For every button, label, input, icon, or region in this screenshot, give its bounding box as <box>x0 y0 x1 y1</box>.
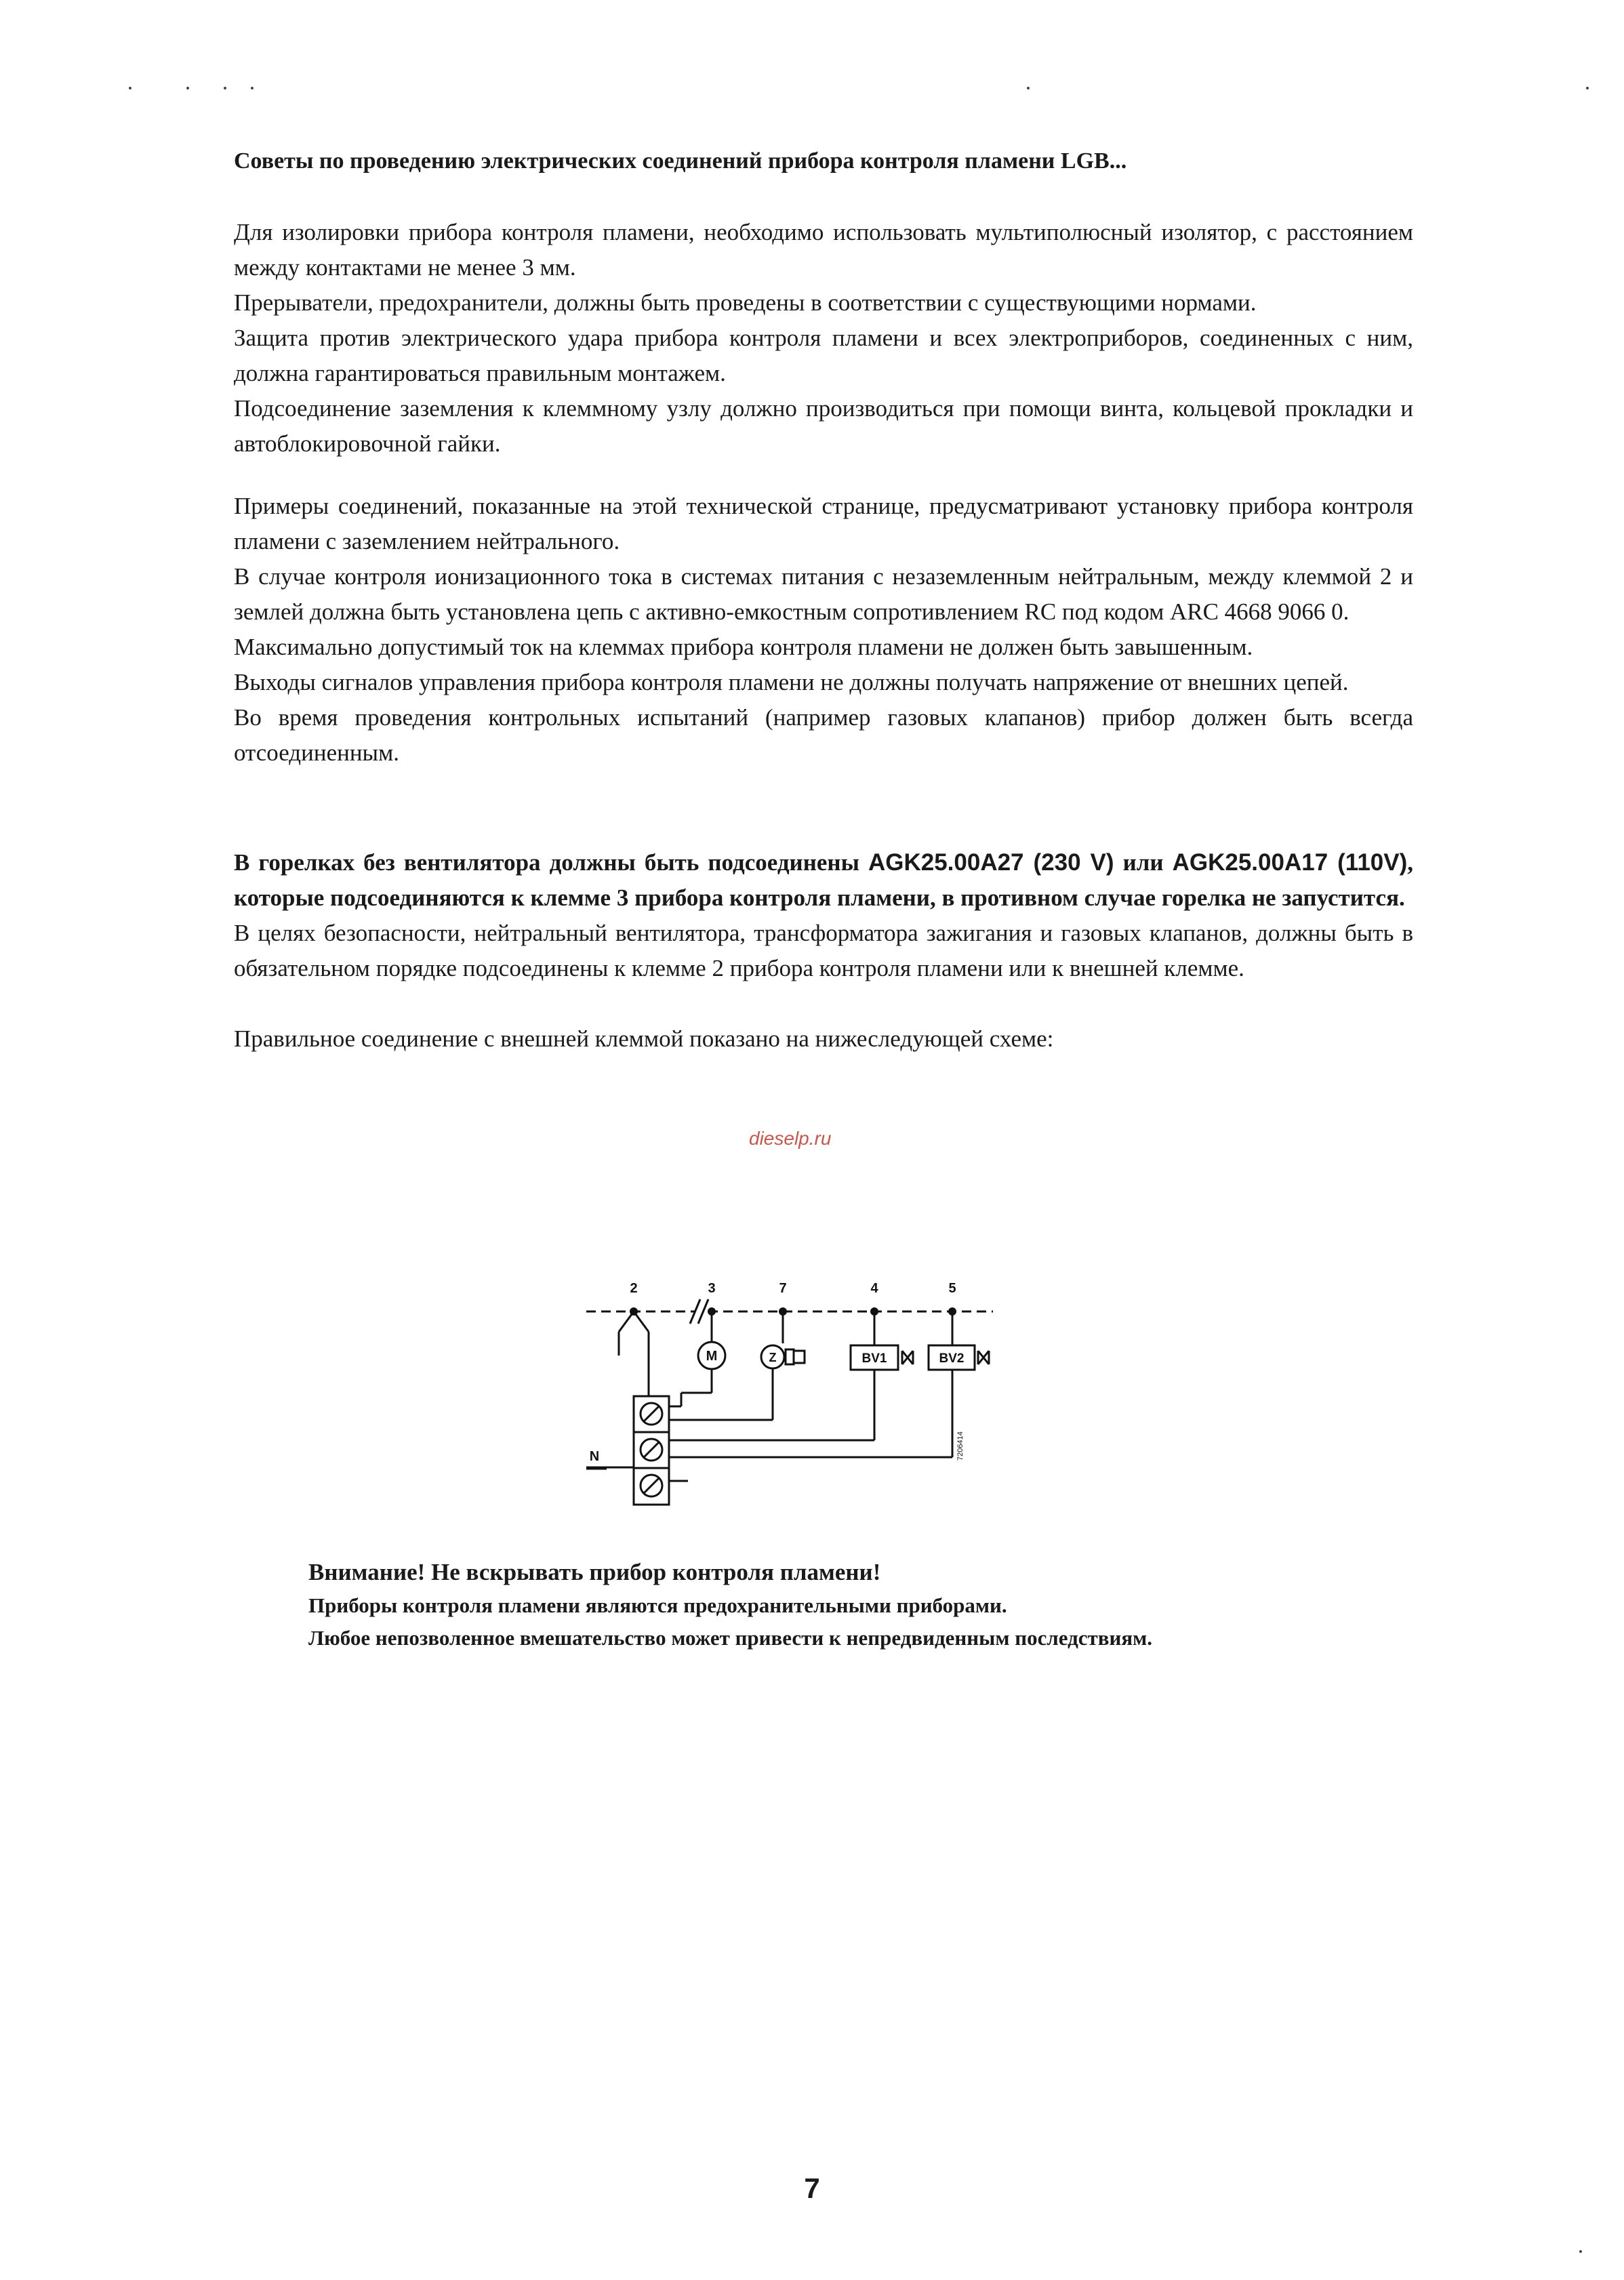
document-body <box>234 146 1413 1057</box>
scan-speck <box>224 87 226 89</box>
text-part: или <box>1122 849 1164 876</box>
section-burners <box>234 845 1413 986</box>
paragraph: Прерыватели, предохранители, должны быть проведены в соответствии с существующими нормами. <box>234 289 1257 316</box>
motor-label: M <box>706 1349 718 1364</box>
valve2-label: BV2 <box>939 1351 965 1366</box>
warning-block <box>308 1555 1427 1654</box>
paragraph: Примеры соединений, показанные на этой технической странице, предусматривают установку прибора контроля пламени с заземлением нейтрального. <box>234 492 1413 554</box>
paragraph: Для изолировки прибора контроля пламени, необходимо использовать мультиполюсный изолятор, с расстоянием между контактами не менее 3 мм. <box>234 218 1413 281</box>
model-code: AGK25.00A17 (110V) <box>1172 849 1408 876</box>
terminal-node <box>708 1307 716 1316</box>
terminal-node <box>630 1307 638 1316</box>
text-part: , которые подсоединяются к клемме 3 прибора контроля пламени, в противном случае горелка не запустится. <box>234 849 1414 911</box>
scan-speck <box>251 87 253 89</box>
bold-paragraph <box>234 845 1413 916</box>
igniter-electrode <box>786 1349 794 1364</box>
paragraph: Выходы сигналов управления прибора контроля пламени не должны получать напряжение от внешних цепей. <box>234 668 1349 695</box>
igniter-electrode <box>794 1351 805 1363</box>
section-examples <box>234 489 1413 771</box>
page-title: Советы по проведению электрических соединений прибора контроля пламени LGB... <box>234 148 1127 174</box>
paragraph: Максимально допустимый ток на клеммах прибора контроля пламени не должен быть завышенным. <box>234 633 1253 660</box>
paragraph: В целях безопасности, нейтральный вентилятора, трансформатора зажигания и газовых клапанов, должны быть в обязательном порядке подсоединены к клемме 2 прибора контроля пламени или к внешней клемме. <box>234 919 1413 981</box>
paragraph: Подсоединение заземления к клеммному узлу должно производиться при помощи винта, кольцевой прокладки и автоблокировочной гайки. <box>234 394 1413 457</box>
terminal-node <box>779 1307 787 1316</box>
page-number: 7 <box>804 2172 820 2204</box>
scan-speck <box>1586 87 1589 89</box>
wiring-diagram <box>580 1278 1013 1522</box>
valve1-label: BV1 <box>861 1351 887 1366</box>
diagram-code: 7206414 <box>956 1431 965 1461</box>
terminal-label: 3 <box>708 1281 716 1296</box>
terminal-node <box>948 1307 956 1316</box>
neutral-label: N <box>589 1449 600 1464</box>
warning-line: Приборы контроля пламени являются предохранительными приборами. <box>308 1593 1007 1617</box>
valve2-symbol <box>978 1351 989 1364</box>
diagram-intro: Правильное соединение с внешней клеммой показано на нижеследующей схеме: <box>234 1025 1054 1052</box>
scan-speck <box>1027 87 1030 89</box>
terminal-node <box>870 1307 878 1316</box>
paragraph: Защита против электрического удара прибора контроля пламени и всех электроприборов, соединенных с ним, должна гарантироваться правильным монтажем. <box>234 324 1413 386</box>
terminal-label: 7 <box>779 1281 787 1296</box>
warning-title: Внимание! Не вскрывать прибор контроля пламени! <box>308 1559 881 1585</box>
paragraph: В случае контроля ионизационного тока в системах питания с незаземленным нейтральным, между клеммой 2 и землей должна быть установлена цепь с активно-емкостным сопротивлением RC под кодом ARC 4668 9066 0. <box>234 563 1413 625</box>
scan-speck <box>186 87 189 89</box>
terminal-label: 5 <box>948 1281 956 1296</box>
section-isolation <box>234 215 1413 462</box>
valve1-symbol <box>902 1351 913 1364</box>
terminal-label: 4 <box>870 1281 878 1296</box>
watermark: dieselp.ru <box>749 1128 832 1149</box>
model-code: AGK25.00A27 (230 V) <box>868 849 1114 876</box>
igniter-label: Z <box>769 1351 777 1364</box>
scan-speck <box>129 87 131 89</box>
scan-speck <box>1579 2250 1582 2253</box>
warning-line: Любое непозволенное вмешательство может привести к непредвиденным последствиям. <box>308 1626 1152 1650</box>
paragraph: Во время проведения контрольных испытаний (например газовых клапанов) прибор должен быть всегда отсоединенным. <box>234 704 1413 766</box>
text-part: В горелках без вентилятора должны быть подсоединены <box>234 849 859 876</box>
terminal-label: 2 <box>630 1281 638 1296</box>
